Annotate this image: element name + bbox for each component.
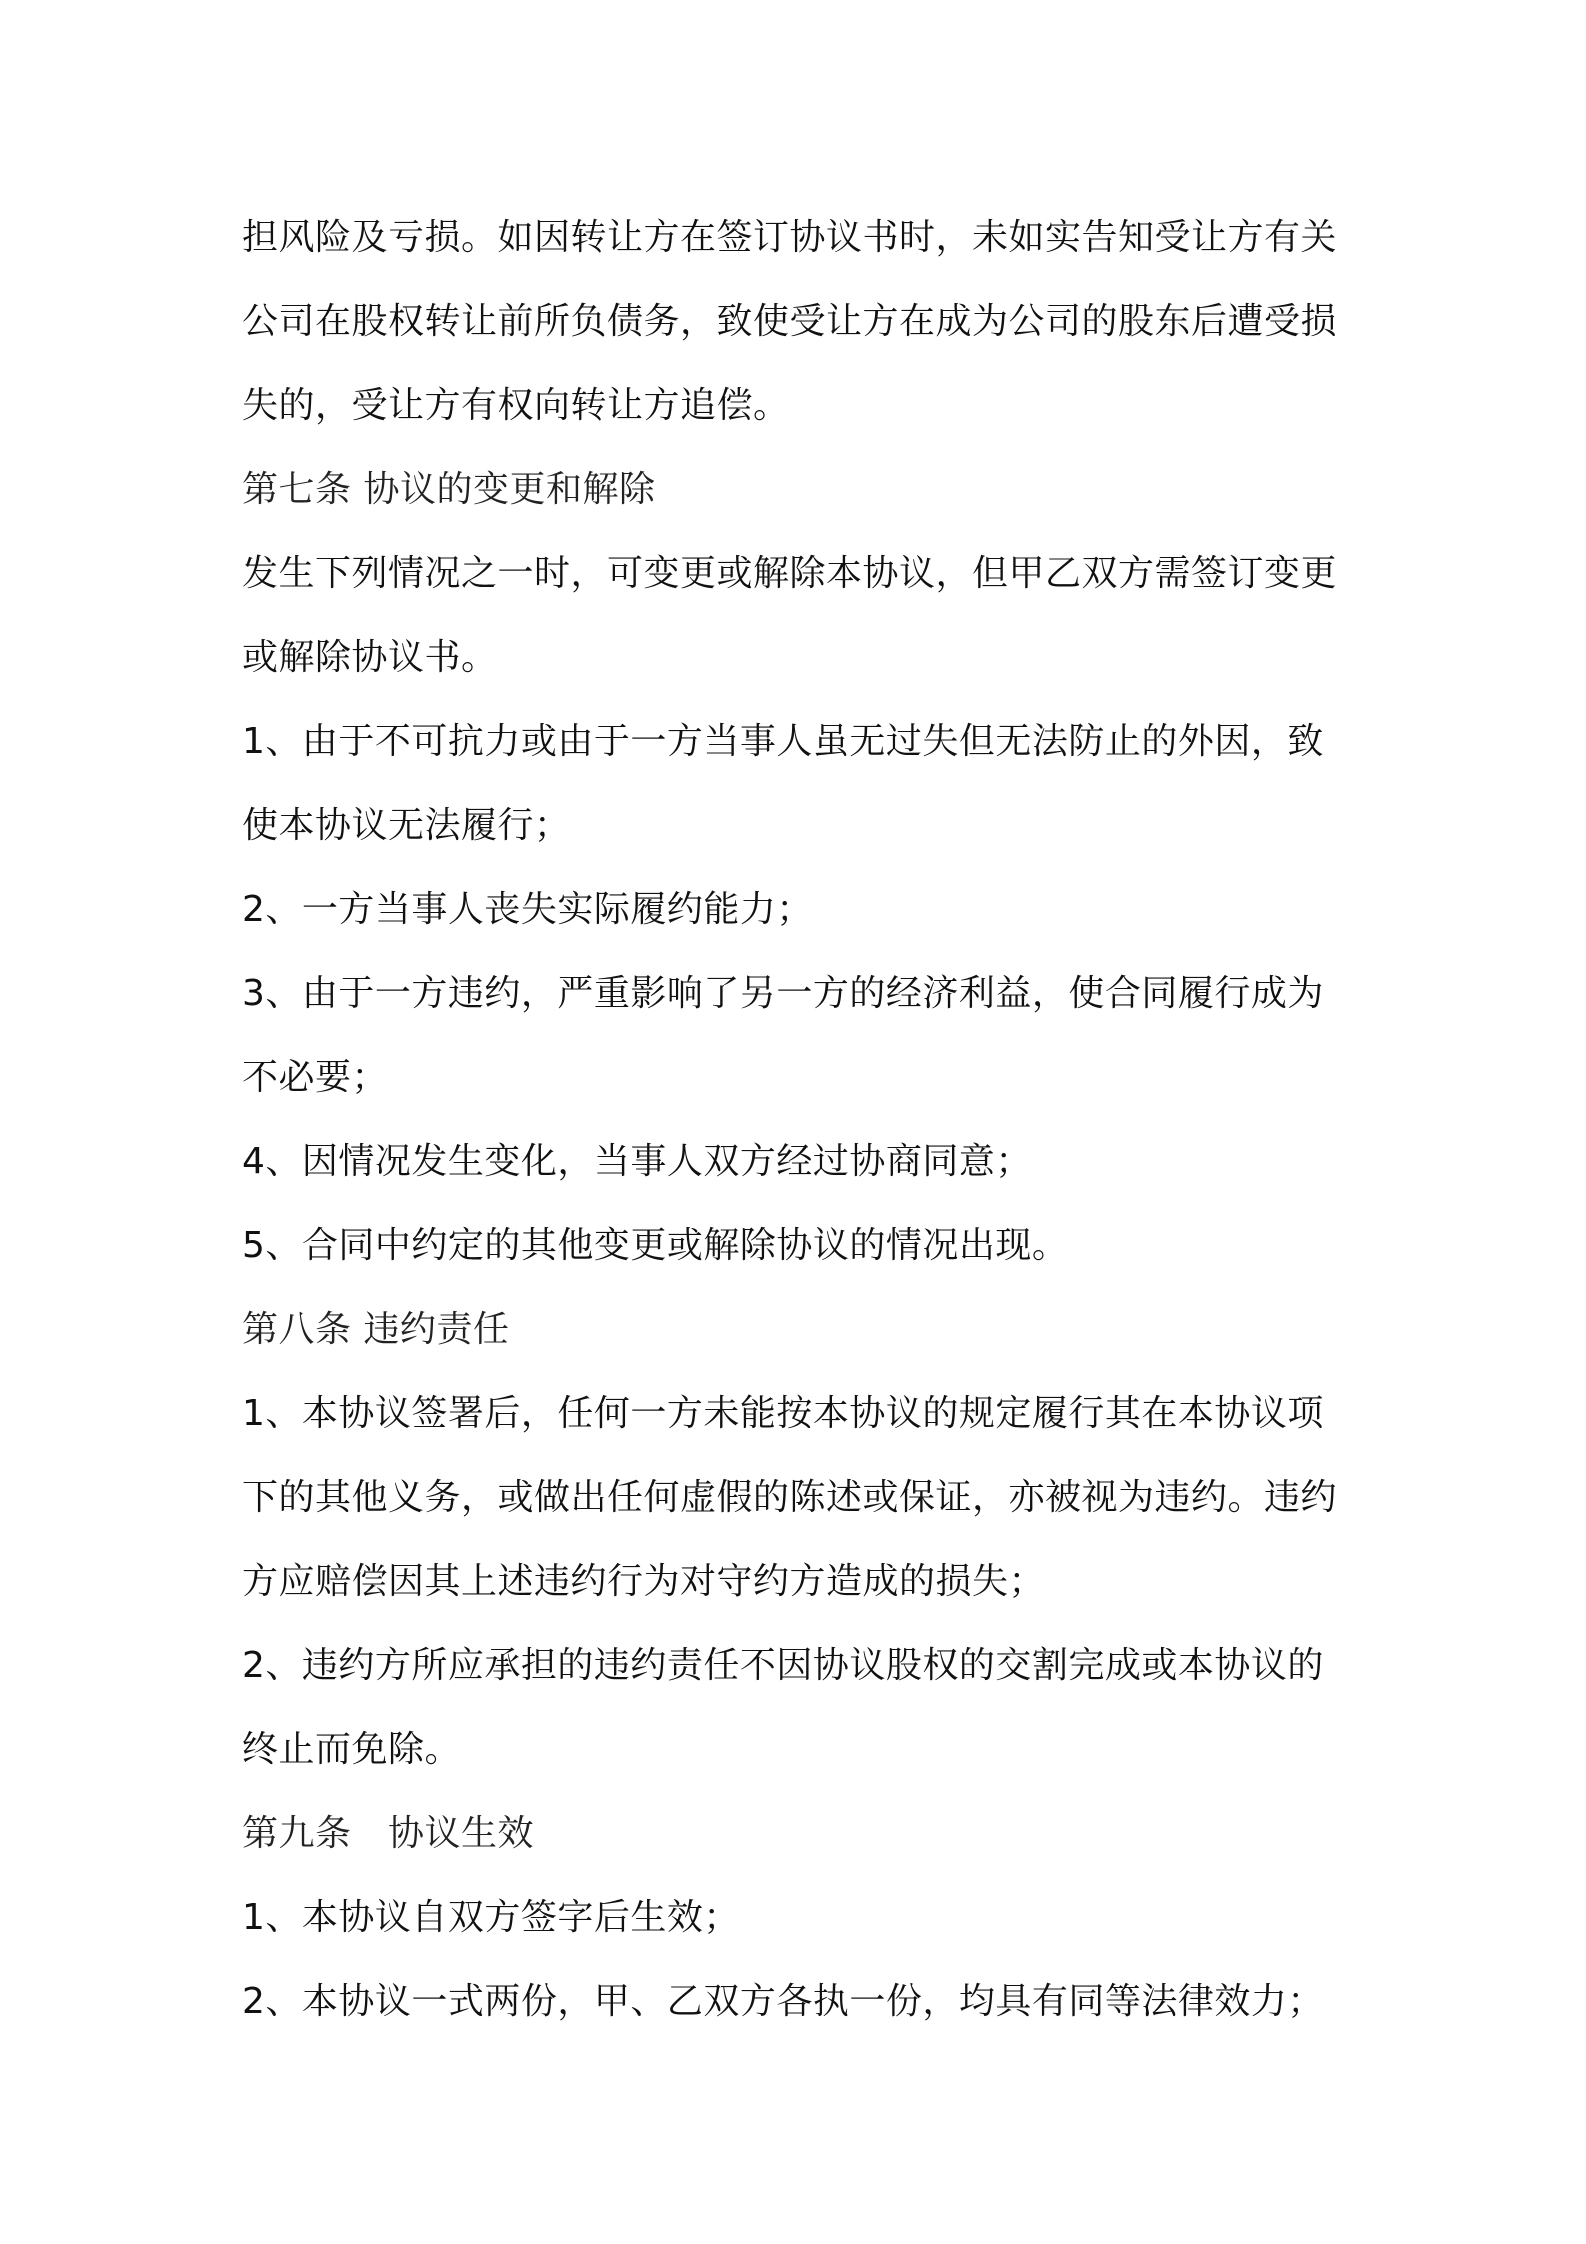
- document-body: [242, 196, 1362, 2044]
- list-item-line: 使本协议无法履行；: [242, 805, 571, 846]
- list-item-line: 1、由于不可抗力或由于一方当事人虽无过失但无法防止的外因，致: [242, 721, 1324, 762]
- list-item-line: 2、一方当事人丧失实际履约能力；: [242, 889, 813, 930]
- list-item-line: 5、合同中约定的其他变更或解除协议的情况出现。: [242, 1225, 1069, 1266]
- list-item-line: 终止而免除。: [242, 1729, 462, 1770]
- paragraph-line: 公司在股权转让前所负债务，致使受让方在成为公司的股东后遭受损: [242, 301, 1338, 342]
- list-item-line: 4、因情况发生变化，当事人双方经过协商同意；: [242, 1141, 1032, 1182]
- list-item-line: 3、由于一方违约，严重影响了另一方的经济利益，使合同履行成为: [242, 973, 1324, 1014]
- paragraph-line: 担风险及亏损。如因转让方在签订协议书时，未如实告知受让方有关: [242, 217, 1338, 258]
- section-heading: 第八条 违约责任: [242, 1309, 510, 1350]
- section-heading: 第七条 协议的变更和解除: [242, 469, 656, 510]
- list-item-line: 1、本协议签署后，任何一方未能按本协议的规定履行其在本协议项: [242, 1393, 1324, 1434]
- list-item-line: 2、本协议一式两份，甲、乙双方各执一份，均具有同等法律效力；: [242, 1981, 1324, 2022]
- paragraph-line: 或解除协议书。: [242, 637, 498, 678]
- list-item-line: 方应赔偿因其上述违约行为对守约方造成的损失；: [242, 1561, 1046, 1602]
- list-item-line: 1、本协议自双方签字后生效；: [242, 1897, 740, 1938]
- section-heading: 第九条 协议生效: [242, 1813, 535, 1854]
- paragraph-line: 失的，受让方有权向转让方追偿。: [242, 385, 790, 426]
- list-item-line: 下的其他义务，或做出任何虚假的陈述或保证，亦被视为违约。违约: [242, 1477, 1338, 1518]
- list-item-line: 不必要；: [242, 1057, 389, 1098]
- list-item-line: 2、违约方所应承担的违约责任不因协议股权的交割完成或本协议的: [242, 1645, 1324, 1686]
- paragraph-line: 发生下列情况之一时，可变更或解除本协议，但甲乙双方需签订变更: [242, 553, 1338, 594]
